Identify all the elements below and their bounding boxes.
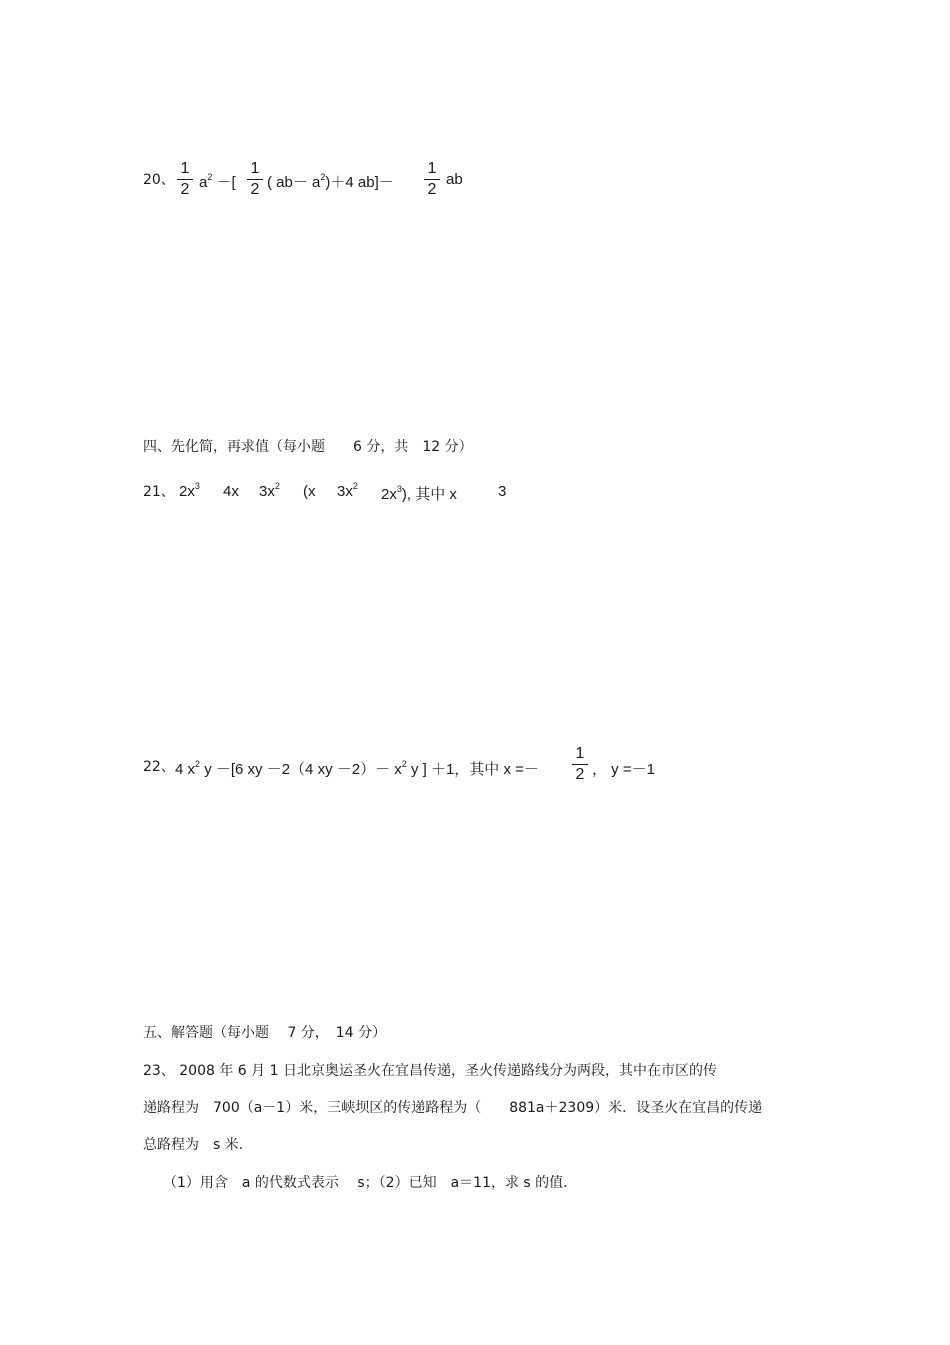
question-23-line-1: 23、 2008 年 6 月 1 日北京奥运圣火在宜昌传递，圣火传递路线分为两段，其中在市区的传 [143,1063,717,1079]
q21-term-5: $3x^2$ [337,481,358,500]
section-4-heading: 四、先化简，再求值（每小题 6 分，共 12 分） [143,439,473,455]
q21-term-1: $2x^3$ [179,481,200,500]
q21-term-2: 4x [223,483,239,500]
fraction-2-denominator: 2 [250,181,260,198]
fraction-3 [424,160,440,199]
fraction-4-denominator: 2 [575,766,585,783]
q20-expr-2: ( $ab- a^2)+4$ ab]－ [267,172,394,191]
question-23-line-2: 递路程为 700（a－1）米，三峡坝区的传递路程为（ 881a＋2309）米．设圣火在宜昌的传递 [143,1100,763,1116]
fraction-3-numerator: 1 [427,160,437,177]
fraction-1-bar [177,179,193,180]
fraction-4-bar [572,764,588,765]
q22-expr-1: 4 $x^2$ y －[6 xy －2（4 xy $-2)- x^2$ y ] ＋1，其中 x =－ [175,759,539,778]
q21-term-4: (x [303,483,316,500]
fraction-3-bar [424,179,440,180]
q20-expr-1: $a^2$ －[ [199,172,236,191]
fraction-2-numerator: 1 [250,160,260,177]
question-23-line-3: 总路程为 s 米. [143,1137,244,1153]
fraction-4 [572,745,588,784]
q21-term-6: $2x^3$), 其中 x [381,484,457,503]
question-20-number: 20、 [143,172,175,188]
question-22-number: 22、 [143,759,175,775]
fraction-1 [177,160,193,199]
fraction-3-denominator: 2 [427,181,437,198]
fraction-2-bar [247,179,263,180]
fraction-2 [247,160,263,199]
fraction-4-numerator: 1 [575,745,585,762]
q20-expr-3: ab [446,171,463,188]
section-5-heading: 五、解答题（每小题 7 分， 14 分） [143,1025,387,1041]
fraction-1-numerator: 1 [180,160,190,177]
question-23-line-4: （1）用含 a 的代数式表示 s；（2）已知 a＝11，求 s 的值. [163,1175,568,1191]
fraction-1-denominator: 2 [180,181,190,198]
q22-expr-2: ， y =－1 [592,761,655,778]
question-21-number: 21、 [143,484,175,500]
q21-value: 3 [498,483,507,500]
q21-term-3: $3x^2$ [259,481,280,500]
